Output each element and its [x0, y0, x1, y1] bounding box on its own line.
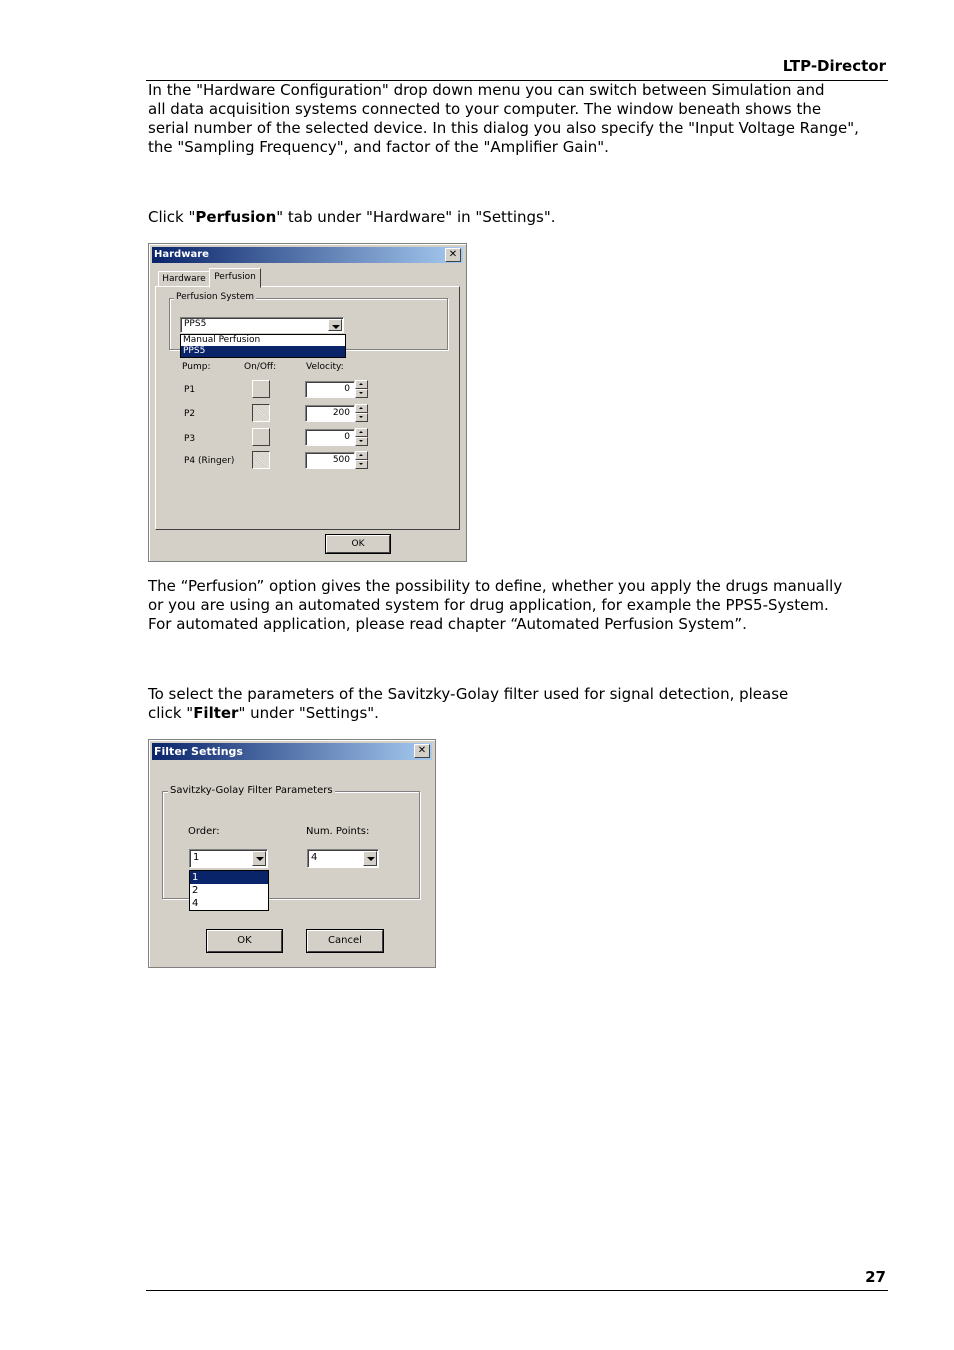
intro-line: the "Sampling Frequency", and factor of the "Amplifier Gain". — [148, 138, 609, 156]
velocity-value: 200 — [332, 408, 350, 418]
pump-label: P2 — [184, 409, 196, 419]
instruction-text: " under "Settings". — [238, 704, 379, 722]
velocity-input[interactable] — [305, 405, 355, 422]
dropdown-option[interactable]: PPS5 — [181, 346, 345, 357]
spin-up-icon[interactable] — [355, 404, 368, 413]
select-value: 4 — [311, 852, 318, 863]
select-value: PPS5 — [184, 319, 207, 329]
spin-up-icon[interactable] — [355, 380, 368, 389]
velocity-value: 500 — [332, 455, 350, 465]
tab-hardware[interactable]: Hardware — [158, 271, 210, 287]
perfusion-dropdown-list — [180, 334, 346, 358]
page-number: 27 — [865, 1268, 886, 1286]
instruction-bold: Filter — [193, 704, 239, 722]
num-points-label: Num. Points: — [306, 826, 370, 837]
column-velocity: Velocity: — [306, 362, 344, 372]
instruction-line: To select the parameters of the Savitzky-Golay filter used for signal detection, please — [148, 685, 789, 703]
column-on-off: On/Off: — [244, 362, 277, 372]
hardware-dialog-titlebar — [152, 247, 463, 263]
pump-p3-toggle[interactable] — [252, 428, 270, 446]
hardware-dialog — [148, 243, 467, 562]
perfusion-description — [148, 577, 868, 634]
footer-rule — [146, 1290, 888, 1291]
intro-line: serial number of the selected device. In this dialog you also specify the "Input Voltage Range", — [148, 119, 859, 137]
ok-button[interactable]: OK — [326, 535, 390, 553]
pump-label: P1 — [184, 385, 196, 395]
dropdown-option[interactable]: 4 — [192, 898, 199, 909]
instruction-line — [148, 704, 868, 723]
spin-down-icon[interactable] — [355, 389, 368, 398]
dropdown-option[interactable]: Manual Perfusion — [183, 335, 261, 345]
order-select[interactable] — [189, 849, 268, 868]
dialog-title: Hardware — [154, 249, 209, 260]
group-label: Savitzky-Golay Filter Parameters — [170, 785, 333, 796]
order-dropdown-list — [189, 870, 269, 911]
velocity-stepper[interactable] — [355, 380, 368, 397]
select-value: 1 — [193, 852, 200, 863]
velocity-value: 0 — [344, 432, 350, 442]
page-header-title: LTP-Director — [782, 57, 886, 75]
pump-p2-toggle[interactable] — [252, 404, 270, 422]
ok-button[interactable]: OK — [207, 930, 282, 952]
velocity-input[interactable] — [305, 381, 355, 398]
velocity-input[interactable] — [305, 452, 355, 469]
velocity-input[interactable] — [305, 429, 355, 446]
perfusion-system-select[interactable] — [180, 317, 344, 333]
velocity-value: 0 — [344, 384, 350, 394]
intro-paragraph — [148, 81, 868, 157]
spin-up-icon[interactable] — [355, 428, 368, 437]
order-label: Order: — [188, 826, 220, 837]
tab-perfusion[interactable]: Perfusion — [209, 268, 261, 288]
instruction-text: click " — [148, 704, 194, 722]
intro-line: In the "Hardware Configuration" drop down menu you can switch between Simulation and — [148, 81, 825, 99]
filter-dialog-titlebar — [152, 743, 432, 760]
column-pump: Pump: — [182, 362, 211, 372]
cancel-button[interactable]: Cancel — [307, 930, 383, 952]
pump-label: P4 (Ringer) — [184, 456, 235, 466]
description-line: For automated application, please read chapter “Automated Perfusion System”. — [148, 615, 747, 633]
pump-p1-toggle[interactable] — [252, 380, 270, 398]
chevron-down-icon[interactable] — [363, 851, 377, 866]
description-line: The “Perfusion” option gives the possibility to define, whether you apply the drugs manually — [148, 577, 843, 595]
dropdown-option[interactable]: 2 — [192, 885, 199, 896]
velocity-stepper[interactable] — [355, 404, 368, 421]
instruction-bold: Perfusion — [195, 208, 277, 226]
num-points-select[interactable] — [307, 849, 379, 868]
spin-down-icon[interactable] — [355, 460, 368, 469]
close-icon[interactable]: ✕ — [414, 744, 430, 758]
filter-instruction — [148, 685, 868, 723]
dropdown-option[interactable]: 1 — [190, 871, 268, 884]
filter-settings-dialog — [148, 739, 436, 968]
spin-up-icon[interactable] — [355, 451, 368, 460]
instruction-text: Click " — [148, 208, 196, 226]
pump-label: P3 — [184, 434, 196, 444]
velocity-stepper[interactable] — [355, 428, 368, 445]
intro-line: all data acquisition systems connected to your computer. The window beneath shows the — [148, 100, 822, 118]
spin-down-icon[interactable] — [355, 413, 368, 422]
spin-down-icon[interactable] — [355, 437, 368, 446]
description-line: or you are using an automated system for drug application, for example the PPS5-System. — [148, 596, 829, 614]
velocity-stepper[interactable] — [355, 451, 368, 468]
pump-p4-toggle[interactable] — [252, 451, 270, 469]
close-icon[interactable]: ✕ — [445, 248, 461, 262]
dialog-title: Filter Settings — [154, 745, 243, 758]
perfusion-instruction — [148, 208, 868, 227]
group-label: Perfusion System — [176, 292, 255, 302]
chevron-down-icon[interactable] — [252, 851, 266, 866]
chevron-down-icon[interactable] — [328, 319, 342, 331]
instruction-text: " tab under "Hardware" in "Settings". — [276, 208, 556, 226]
